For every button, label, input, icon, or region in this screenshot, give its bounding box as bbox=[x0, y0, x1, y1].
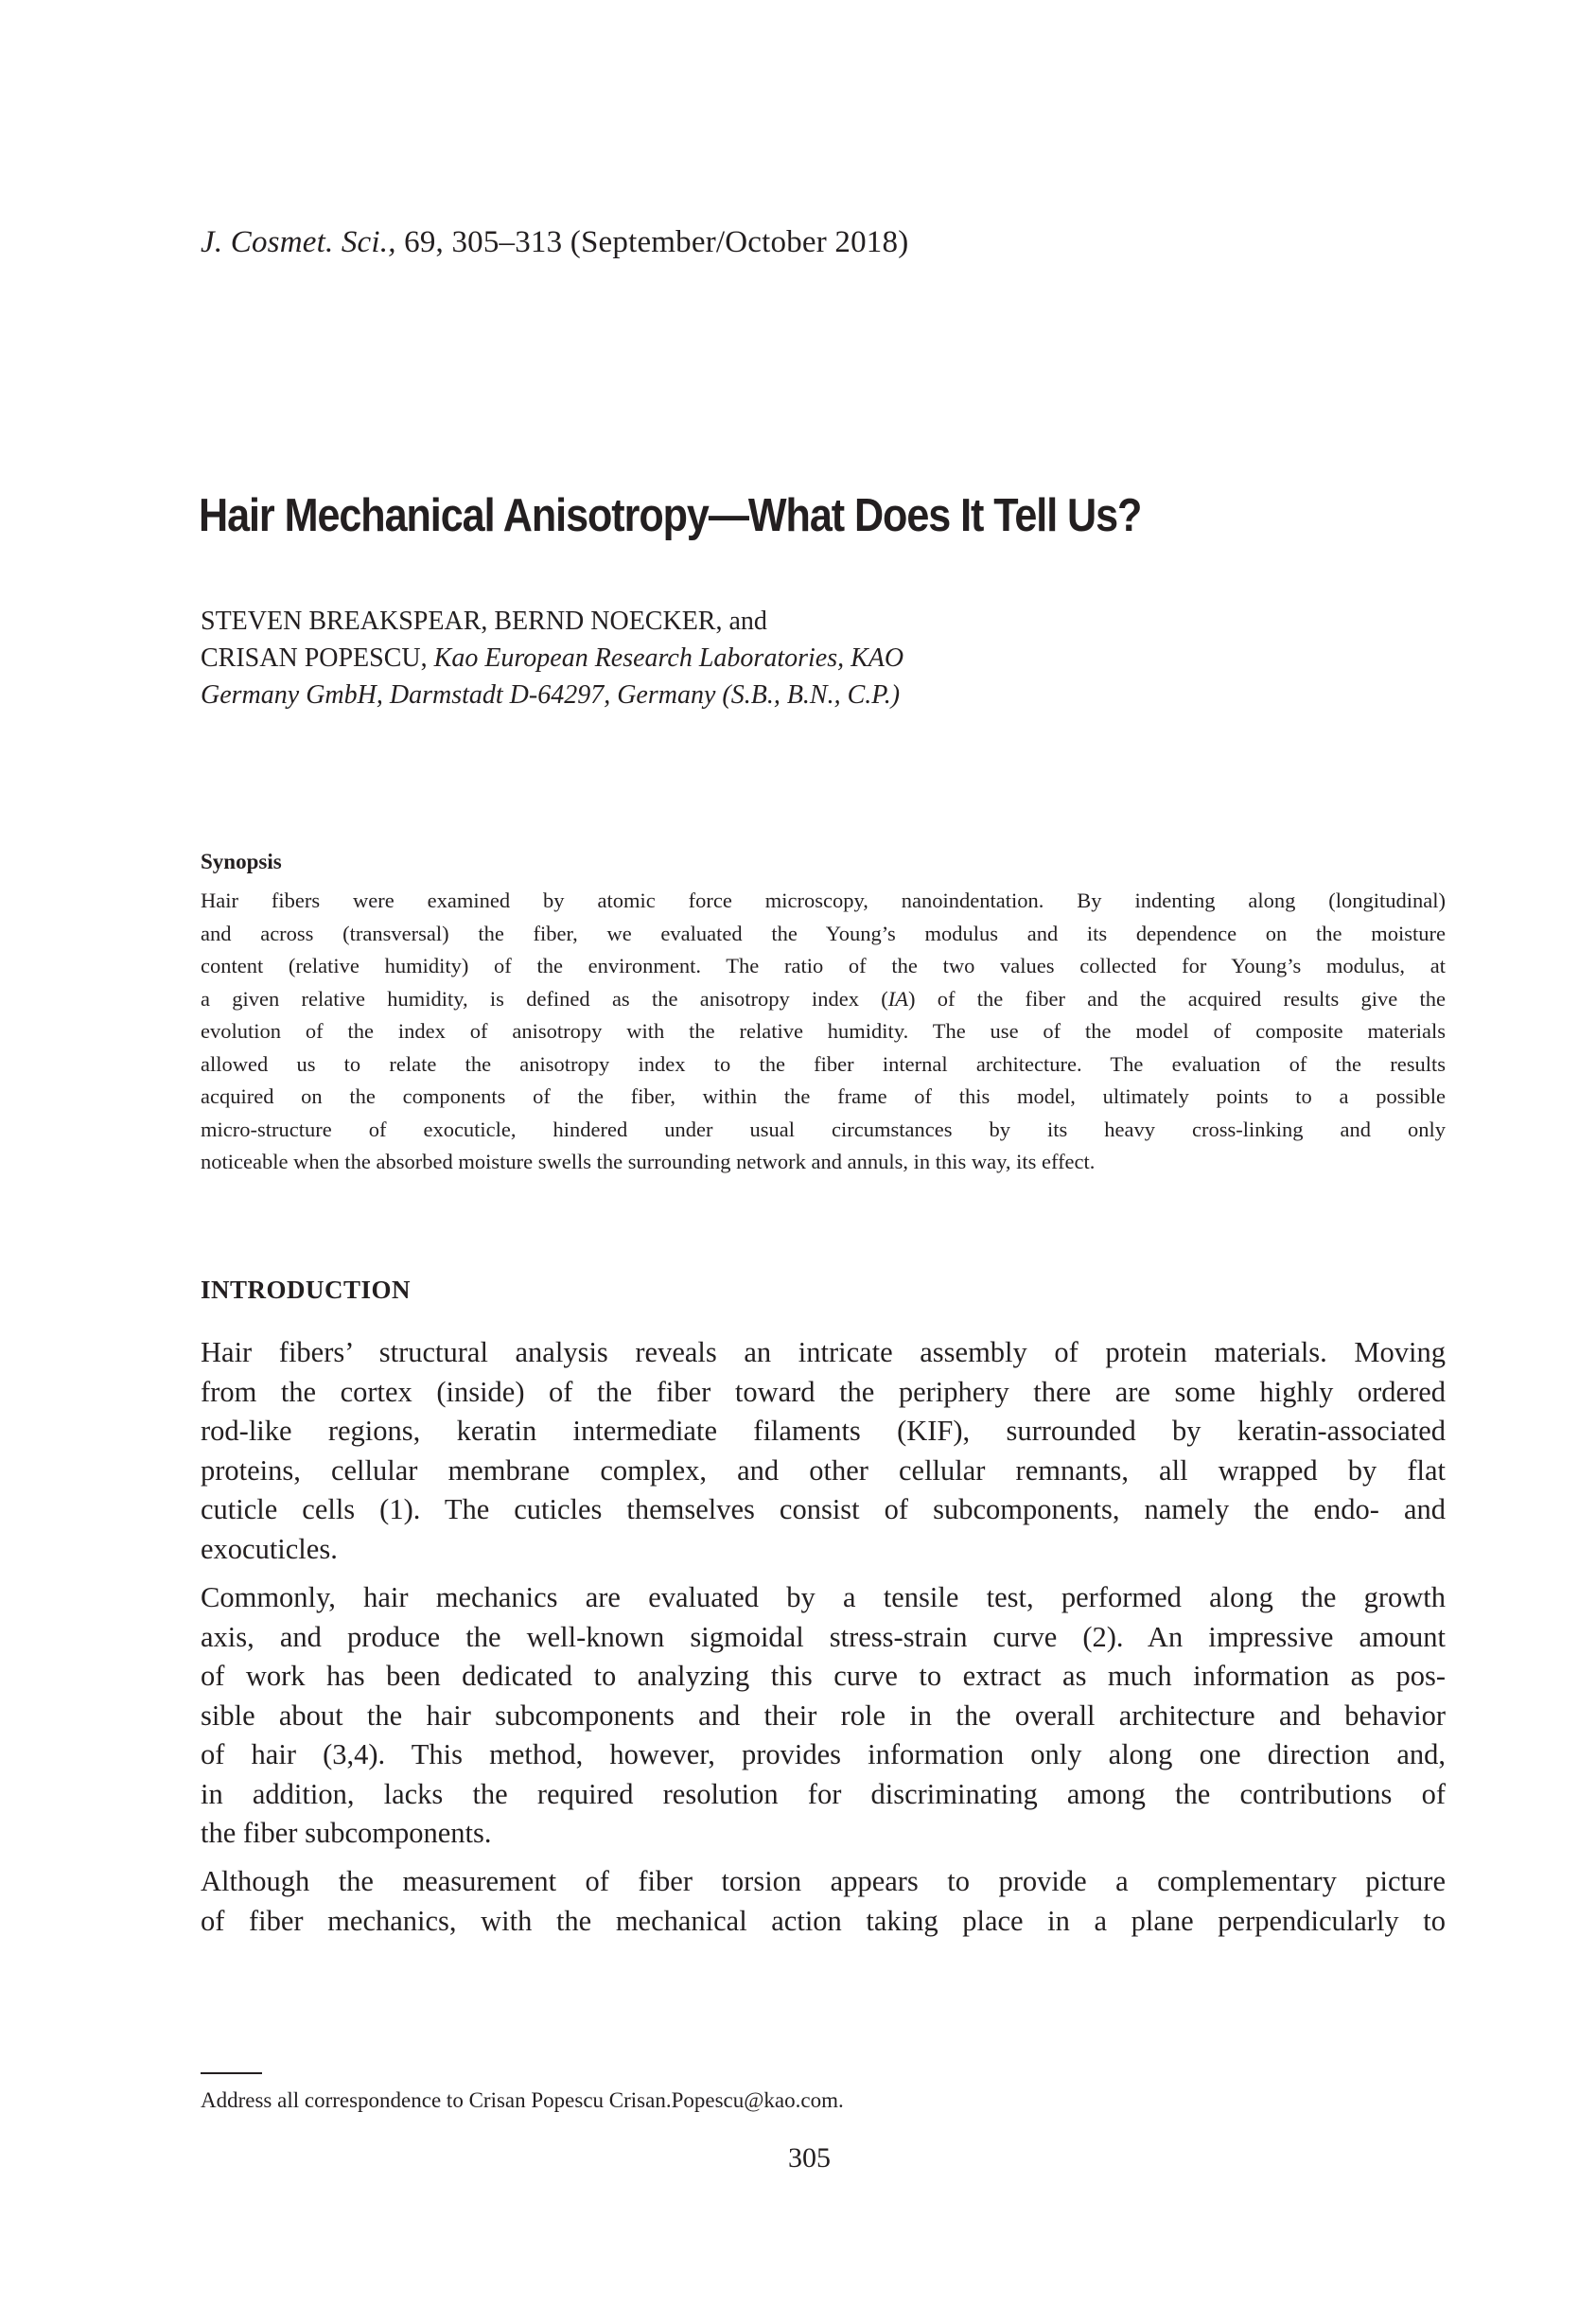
article-title: Hair Mechanical Anisotropy—What Does It Tell Us? bbox=[199, 490, 1142, 541]
synopsis-heading: Synopsis bbox=[201, 850, 282, 873]
synopsis-line: allowed us to relate the anisotropy index to the fiber internal architecture. The evaluation of the results bbox=[201, 1051, 1446, 1076]
paragraph-line: axis, and produce the well-known sigmoidal stress-strain curve (2). An impressive amount bbox=[201, 1620, 1446, 1653]
journal-pages-date: 305–313 (September/October 2018) bbox=[451, 225, 909, 259]
synopsis-line: Hair fibers were examined by atomic force microscopy, nanoindentation. By indenting along (longitudinal) bbox=[201, 889, 1446, 912]
paragraph-line: sible about the hair subcomponents and their role in the overall architecture and behavior bbox=[201, 1699, 1446, 1732]
correspondence-footnote: Address all correspondence to Crisan Popescu Crisan.Popescu@kao.com. bbox=[201, 2088, 844, 2112]
abbreviation-ia: IA bbox=[887, 986, 908, 1011]
paragraph-line: Commonly, hair mechanics are evaluated by a tensile test, performed along the growth bbox=[201, 1581, 1446, 1613]
paragraph-line: from the cortex (inside) of the fiber toward the periphery there are some highly ordered bbox=[201, 1375, 1446, 1408]
intro-paragraph bbox=[201, 1578, 1446, 1854]
synopsis-line: and across (transversal) the fiber, we evaluated the Young’s modulus and its dependence on the moisture bbox=[201, 921, 1446, 945]
author-names: CRISAN POPESCU, bbox=[201, 643, 428, 673]
paragraph-line: exocuticles. bbox=[201, 1532, 338, 1565]
synopsis-line: evolution of the index of anisotropy with the relative humidity. The use of the model of composite materials bbox=[201, 1019, 1446, 1043]
synopsis-line: acquired on the components of the fiber, within the frame of this model, ultimately points to a possible bbox=[201, 1084, 1446, 1108]
paragraph-line: in addition, lacks the required resolution for discriminating among the contributions of bbox=[201, 1777, 1446, 1810]
intro-paragraph bbox=[201, 1333, 1446, 1569]
introduction-heading: INTRODUCTION bbox=[201, 1276, 412, 1304]
paragraph-line: rod-like regions, keratin intermediate filaments (KIF), surrounded by keratin-associated bbox=[201, 1415, 1446, 1447]
paragraph-line: proteins, cellular membrane complex, and other cellular remnants, all wrapped by flat bbox=[201, 1453, 1446, 1487]
synopsis-line: micro-structure of exocuticle, hindered under usual circumstances by its heavy cross-linking and only bbox=[201, 1117, 1446, 1141]
journal-name: J. Cosmet. Sci., bbox=[201, 225, 396, 259]
paragraph-line: of work has been dedicated to analyzing this curve to extract as much information as pos- bbox=[201, 1660, 1446, 1692]
paragraph-line: the fiber subcomponents. bbox=[201, 1817, 492, 1849]
author-names-line: STEVEN BREAKSPEAR, BERND NOECKER, and bbox=[201, 607, 767, 636]
affiliation-continued: Germany GmbH, Darmstadt D-64297, Germany (S.B., B.N., C.P.) bbox=[201, 680, 901, 710]
synopsis-line: noticeable when the absorbed moisture swells the surrounding network and annuls, in this way, its effect. bbox=[201, 1150, 1096, 1173]
synopsis-body bbox=[201, 885, 1446, 1179]
author-affiliation-line bbox=[201, 640, 903, 677]
synopsis-line: a given relative humidity, is defined as the anisotropy index (IA) of the fiber and the acquired results give the bbox=[201, 986, 1447, 1011]
affiliation: Kao European Research Laboratories, KAO bbox=[433, 643, 904, 673]
paragraph-line: of hair (3,4). This method, however, provides information only along one direction and, bbox=[201, 1738, 1446, 1770]
intro-paragraph bbox=[201, 1862, 1446, 1941]
synopsis-line: content (relative humidity) of the environment. The ratio of the two values collected for Young’s modulus, at bbox=[201, 954, 1446, 977]
paragraph-line: Although the measurement of fiber torsion appears to provide a complementary picture bbox=[201, 1865, 1446, 1897]
author-block bbox=[201, 603, 903, 713]
page-number: 305 bbox=[788, 2142, 831, 2174]
journal-citation bbox=[201, 225, 908, 260]
paragraph-line: of fiber mechanics, with the mechanical action taking place in a plane perpendicularly to bbox=[201, 1904, 1446, 1937]
paragraph-line: cuticle cells (1). The cuticles themselves consist of subcomponents, namely the endo- and bbox=[201, 1493, 1446, 1525]
journal-volume: 69, bbox=[404, 225, 444, 259]
footnote-divider bbox=[201, 2072, 262, 2074]
paragraph-line: Hair fibers’ structural analysis reveals an intricate assembly of protein materials. Moving bbox=[201, 1336, 1446, 1368]
